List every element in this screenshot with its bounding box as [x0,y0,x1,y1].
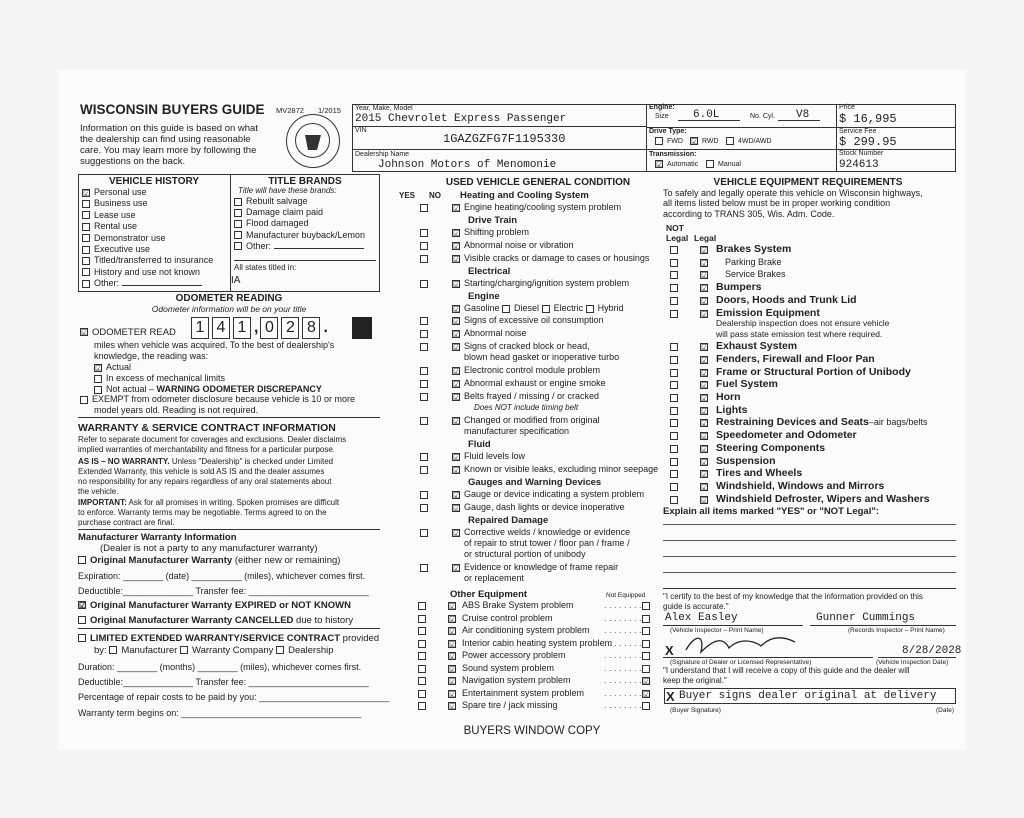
brand-item: Damage claim paid [246,207,324,218]
legal-checkbox[interactable]: ☑ [701,355,709,365]
history-checkbox[interactable] [82,234,90,242]
brand-checkbox[interactable] [234,220,242,228]
requirements-intro: To safely and legally operate this vehicle on Wisconsin highways, all items listed below must be in proper working condition according to TRANS 305, Wis. Adm. Code. [663,188,923,219]
not-equipped-checkbox[interactable] [642,702,650,710]
history-item: Executive use [94,244,151,255]
odometer-digit: 4 [212,317,230,339]
condition-checkbox[interactable]: ☑ [453,491,461,500]
condition-checkbox[interactable]: ☑ [453,466,461,475]
no-checkbox[interactable]: ☑ [449,639,457,649]
odo-actual: Actual [106,362,132,372]
form-date: 1/2015 [318,106,341,115]
condition-checkbox[interactable] [420,229,428,237]
no-checkbox[interactable]: ☑ [449,702,457,711]
legal-checkbox[interactable]: ☑ [701,343,709,353]
history-item: Personal use [94,187,147,197]
drive-label: Drive Type: [649,128,687,135]
odometer-sub: Odometer information will be on your title [151,304,307,314]
not-equipped-header: Not Equipped [606,592,646,599]
odo-exempt-2: model years old. Reading is not required. [94,405,259,415]
legal-checkbox[interactable]: ☑ [701,309,709,319]
notlegal-header: NOT Legal [666,223,689,243]
vin-label: VIN [355,127,367,134]
sig-label: (Signature of Dealer or Licensed Representative) [670,659,812,666]
condition-checkbox[interactable] [420,380,428,388]
notlegal-checkbox[interactable] [670,432,678,440]
price-label: Price [839,104,855,111]
notlegal-checkbox[interactable] [670,419,678,427]
condition-checkbox[interactable]: ☑ [453,229,461,238]
history-checkbox[interactable] [82,211,90,219]
states-value: IA [231,275,241,286]
brands-sub: Title will have these brands: [238,186,337,195]
size-label: Size [655,113,669,120]
condition-checkbox[interactable] [420,393,428,401]
buyer-signature-note: Buyer signs dealer original at delivery [679,690,937,702]
not-equipped-checkbox[interactable] [642,652,650,660]
form-title: WISCONSIN BUYERS GUIDE [80,102,265,117]
condition-checkbox[interactable] [420,491,428,499]
history-item: Other: [94,278,120,289]
brand-checkbox[interactable] [234,198,242,206]
states-label: All states titled in: [234,263,297,272]
odo-exempt-1: EXEMPT from odometer disclosure because vehicle is 10 or more [92,394,355,404]
fee-label: Service Fee [839,128,877,135]
trans-label: Transmission: [649,151,697,158]
legal-checkbox[interactable]: ☑ [701,495,709,505]
history-checkbox[interactable] [82,223,90,231]
legal-checkbox[interactable]: ☑ [701,470,709,480]
condition-checkbox[interactable] [420,343,428,351]
inspection-date: 8/28/2028 [902,645,962,657]
brand-item: Other: [246,240,272,251]
mfr-sub: (Dealer is not a party to any manufacturer warranty) [100,543,318,554]
history-checkbox[interactable] [82,200,90,208]
condition-checkbox[interactable] [420,330,428,338]
no-header: NO [429,191,441,200]
explain-label: Explain all items marked "YES" or "NOT Legal": [663,506,879,517]
condition-checkbox[interactable] [420,317,428,325]
info-text [80,123,258,167]
brand-item: Manufacturer buyback/Lemon [246,229,366,240]
info-line: Information on this guide is based on what [80,123,258,134]
inspector-name: Alex Easley [665,612,738,624]
history-checkbox[interactable] [82,280,90,288]
yes-checkbox[interactable] [418,690,426,698]
legal-checkbox[interactable]: ☑ [701,419,709,429]
condition-section-heading: Engine [468,291,500,302]
info-line: suggestions on the back. [80,156,186,167]
odometer-digit: 1 [233,317,251,339]
legal-checkbox[interactable]: ☑ [701,482,709,492]
odometer-separator: , [254,319,259,336]
dealer-label: Dealership Name [355,151,410,158]
condition-checkbox[interactable] [420,242,428,250]
form-id: MV2872 [276,106,304,115]
condition-checkbox[interactable]: ☑ [453,317,461,326]
certify-text: "I certify to the best of my knowledge that the information provided on this guide is accurate." [663,592,923,611]
odometer-blackout [352,317,372,339]
condition-checkbox[interactable]: ☑ [453,453,461,462]
notlegal-checkbox[interactable] [670,369,678,377]
notlegal-checkbox[interactable] [670,310,678,318]
expired-label: Original Manufacturer Warranty EXPIRED or NOT KNOWN [90,600,351,611]
odometer-title: ODOMETER READING [175,293,283,304]
info-line: care. You may learn more by following the [80,145,257,156]
legal-checkbox[interactable]: ☑ [701,432,709,442]
condition-checkbox[interactable] [420,255,428,263]
condition-section-heading: Electrical [468,266,511,277]
buyer-x-mark: X [666,689,675,704]
ymm-label: Year, Make, Model [355,105,413,112]
buyer-label: (Buyer Signature) [670,707,721,714]
history-item: Lease use [94,209,136,220]
odo-notactual: Not actual – [106,384,157,394]
odo-warn: WARNING ODOMETER DISCREPANCY [156,384,322,394]
condition-checkbox[interactable] [420,417,428,425]
legal-checkbox[interactable]: ☑ [701,457,709,467]
history-item: Business use [94,198,148,209]
yes-checkbox[interactable] [418,640,426,648]
notlegal-checkbox[interactable] [670,483,678,491]
legal-checkbox[interactable]: ☑ [701,296,709,306]
date-label: (Vehicle Inspection Date) [876,659,949,666]
price-value: 16,995 [853,112,897,126]
yes-checkbox[interactable] [418,677,426,685]
odometer-digits [191,317,330,339]
no-checkbox[interactable]: ☑ [449,677,457,686]
fee-value: $ 299.95 [839,135,897,149]
brands-list [234,196,365,252]
condition-checkbox[interactable] [420,466,428,474]
no-checkbox[interactable]: ☑ [449,652,457,661]
legal-checkbox[interactable]: ☑ [701,394,709,403]
buyers-guide-form: WISCONSIN BUYERS GUIDE MV2872 1/2015 Information on this guide is based on what the dealership can find using reasonable care. You may learn more by following the suggestions on the back. Year, Make, Model 2015 Chevrolet Express Passenger VIN 1GAZGZFG7F1195330 Dealership Name Johnson Motors of Menomonie Engine: Size 6.0L No. Cyl. V8 Drive Type: FWD ☑ RWD 4WD/AWD Transmission: ☑ Automatic Manual Price $ 16,995 Service Fee $ 299.95 Stock Number 924613 VEHICLE HISTORY ☑ Personal use Business use Lease use Rental use Demonstrator use Executive use Titled/transferred to insurance History and use not known Other: TITLE BRANDS Title will have these brands: Rebuilt salvage Damage claim paid Flood damaged Manufacturer buyback/Lemon Other: All states titled in: IA ODOMETER READING Odometer information will be on your title ☑ ODOMETER READ 1 4 1 , 0 2 8 . miles when vehicle was acquired. To the best of dealership's knowledge, the reading was: ☑ Actual In excess of mechanical limits Not actual – WARNING ODOMETER DISCREPANCY EXEMPT from odometer disclosure because vehicle is 10 or more model years old. Reading is not required. WARRANTY & SERVICE CONTRACT INFORMATION Refer to separate document for coverages and exclusions. Dealer disclaims implied warranties of merchantability and fitness for a particular purpose. AS IS – NO WARRANTY. Unless "Dealership" is checked under Limited Extended Warranty, this vehicle is sold AS IS and the dealer assumes no responsibility for any repairs regardless of any oral statements about the vehicle. IMPORTANT: Ask for all promises in writing. Spoken promises are difficult to enforce. Warranty terms may be negotiable. Terms agreed to on the purchase contract are final. Manufacturer Warranty Information (Dealer is not a party to any manufacturer warranty) Original Manufacturer Warranty (either new or remaining) Expiration: ________ (date) __________ (miles), whichever comes first. Deductible:______________ Transfer fee: ________________________ ☑ Original Manufacturer Warranty EXPIRED or NOT KNOWN Original Manufacturer Warranty CANCELLED due to history LIMITED EXTENDED WARRANTY/SERVICE CONTRACT provided by: Manufacturer Warranty Company Dealership Duration: ________ (months) ________ (miles), whichever comes first. Deductible:______________ Transfer fee: ________________________ Percentage of repair costs to be paid by you: __________________________ Warranty term begins on: ____________________________________ USED VEHICLE GENERAL CONDITION YES NO Heating and Cooling System ☑ Engine heating/cooling system problem Drive Train ☑ Shifting problem ☑ Abnormal noise or vibration ☑ Visible cracks or damage to cases or housings Electrical ☑ Starting/charging/ignition system problem Engine ☑ Gasoline Diesel Electric Hybrid ☑ Signs of excessive oil consumption ☑ Abnormal noise ☑ Signs of cracked block or head, blown head gasket or inoperative turbo ☑ Electronic control module problem ☑ Abnormal exhaust or engine smoke ☑ Belts frayed / missing / or cracked Does NOT include timing belt ☑ Changed or modified from original manufacturer specification Fluid ☑ Fluid levels low ☑ Known or visible leaks, excluding minor seepage Gauges and Warning Devices ☑ Gauge or device indicating a system problem ☑ Gauge, dash lights or device inoperative Repaired Damage ☑ Corrective welds / knowledge or evidence of repair to strut tower / floor pan / frame / or structural portion of unibody ☑ Evidence or knowledge of frame repair or replacement Other Equipment Not Equipped ☑ ABS Brake System problem . . . . . . . . ☑ Cruise control problem . . . . . . . . ☑ Air conditioning system problem . . . . . . . . ☑ Interior cabin heating system problem . . . . . . . . ☑ Power accessory problem . . . . . . . . ☑ Sound system problem . . . . . . . . ☑ Navigation system problem . . . . . . . . ☑ ☑ Entertainment system problem . . . . . . . . ☑ ☑ Spare tire / jack missing . . . . . . . . VEHICLE EQUIPMENT REQUIREMENTS To safely and legally operate this vehicle on Wisconsin highways, all items listed below must be in proper working condition according to TRANS 305, Wis. Adm. Code. NOT Legal Legal ☑ Brakes System ☑ Parking Brake ☑ Service Brakes ☑ Bumpers ☑ Doors, Hoods and Trunk Lid ☑ Emission Equipment Dealership inspection does not ensure vehicle will pass state emission test where required. ☑ Exhaust System ☑ Fenders, Firewall and Floor Pan ☑ Frame or Structural Portion of Unibody ☑ Fuel System ☑ Horn ☑ Lights ☑ Restraining Devices and Seats–air bags/belts ☑ Speedometer and Odometer ☑ Steering Components ☑ Suspension ☑ Tires and Wheels ☑ Windshield, Windows and Mirrors ☑ Windshield Defroster, Wipers and Washers Explain all items marked "YES" or "NOT Legal": "I certify to the best of my knowledge that the information provided on this guide is accurate." Alex Easley Gunner Cummings (Vehicle Inspector – Print Name) (Records Inspector – Print Name) X 8/28/2028 (Signature of Dealer or Licensed Representative) (Vehicle Inspection Date) "I understand that I will receive a copy of this guide and the dealer will keep the original." X Buyer signs dealer original at delivery (Buyer Signature) (Date) BUYERS WINDOW COPY [58,70,966,750]
notlegal-checkbox[interactable] [670,356,678,364]
notlegal-checkbox[interactable] [670,343,678,351]
fuel-type-row: ☑ Gasoline Diesel Electric Hybrid [453,303,624,314]
history-checkbox[interactable] [82,257,90,265]
buyer-date-label: (Date) [936,707,955,714]
brand-checkbox[interactable] [234,209,242,217]
warranty-disclaimer: Refer to separate document for coverages and exclusions. Dealer disclaims implied warranties of merchantability and fitness for a particular purpose. [78,435,347,454]
manual-label: Manual [718,160,741,168]
condition-checkbox[interactable]: ☑ [453,529,461,538]
condition-checkbox[interactable] [420,204,428,212]
condition-checkbox[interactable]: ☑ [453,564,461,573]
wisdot-seal-icon [286,114,340,168]
not-equipped-checkbox[interactable]: ☑ [643,677,651,686]
limited-label: LIMITED EXTENDED WARRANTY/SERVICE CONTRACT [90,633,341,644]
notlegal-checkbox[interactable] [670,271,678,279]
odometer-text: miles when vehicle was acquired. To the best of dealership's knowledge, the reading was: [94,340,335,361]
size-value: 6.0L [693,109,720,121]
fwd-label: FWD [667,137,683,145]
no-checkbox[interactable]: ☑ [449,627,457,636]
condition-checkbox[interactable]: ☑ [453,280,461,289]
condition-checkbox[interactable]: ☑ [453,367,461,376]
brand-item: Rebuilt salvage [246,196,308,206]
no-checkbox[interactable]: ☑ [449,602,457,611]
no-checkbox[interactable]: ☑ [449,689,457,699]
cyl-label: No. Cyl. [750,113,775,120]
odometer-read-label: ODOMETER READ [92,327,176,338]
odometer-digit: 1 [191,317,209,339]
condition-section-heading: Heating and Cooling System [460,190,589,201]
condition-checkbox[interactable] [420,453,428,461]
yes-checkbox[interactable] [418,702,426,710]
condition-checkbox[interactable] [420,529,428,537]
condition-checkbox[interactable]: ☑ [453,343,461,352]
history-checkbox[interactable]: ☑ [83,188,91,198]
odometer-digit: 0 [260,317,278,339]
odometer-digit: 2 [281,317,299,339]
not-equipped-checkbox[interactable]: ☑ [643,689,651,699]
brand-checkbox[interactable] [234,231,242,239]
notlegal-checkbox[interactable] [670,445,678,453]
condition-checkbox[interactable]: ☑ [453,330,461,339]
ymm-value: 2015 Chevrolet Express Passenger [355,113,567,125]
requirements-title: VEHICLE EQUIPMENT REQUIREMENTS [713,177,903,188]
inspector-label: (Vehicle Inspector – Print Name) [670,627,764,634]
legal-checkbox[interactable]: ☑ [701,368,709,378]
no-checkbox[interactable]: ☑ [449,664,457,674]
stock-label: Stock Number [839,150,884,157]
rwd-label: RWD [702,137,719,145]
not-equipped-checkbox[interactable] [642,602,650,610]
odometer-digit: 8 [302,317,320,339]
other-equip-title: Other Equipment [450,589,528,600]
history-item: History and use not known [94,266,201,277]
condition-checkbox[interactable] [420,564,428,572]
legal-checkbox[interactable]: ☑ [701,406,709,416]
orig-warranty: Original Manufacturer Warranty [90,555,233,566]
no-checkbox[interactable]: ☑ [449,614,457,624]
dealer-signature-icon [683,630,798,658]
history-item: Rental use [94,221,138,232]
yes-checkbox[interactable] [418,627,426,635]
history-checkbox[interactable] [82,268,90,276]
history-item: Demonstrator use [94,232,166,243]
not-equipped-checkbox[interactable] [642,615,650,623]
notlegal-checkbox[interactable] [670,284,678,292]
brands-title: TITLE BRANDS [268,176,342,187]
legal-checkbox[interactable]: ☑ [701,258,709,268]
notlegal-checkbox[interactable] [670,246,678,254]
legal-header: Legal [694,233,717,243]
warranty-important: IMPORTANT: Ask for all promises in writing. Spoken promises are difficult to enforce. Warranty terms may be negotiable. Terms agreed to on the purchase contract are final. [78,498,340,527]
legal-checkbox[interactable]: ☑ [701,246,709,255]
condition-checkbox[interactable]: ☑ [453,204,461,213]
notlegal-checkbox[interactable] [670,458,678,466]
condition-checkbox[interactable]: ☑ [453,255,461,264]
legal-checkbox[interactable]: ☑ [701,444,709,454]
warranty-title: WARRANTY & SERVICE CONTRACT INFORMATION [78,422,336,434]
yes-checkbox[interactable] [418,615,426,623]
engine-label: Engine: [649,104,675,111]
history-checkbox[interactable] [82,246,90,254]
yes-checkbox[interactable] [418,602,426,610]
history-item: Titled/transferred to insurance [94,255,214,266]
condition-section-heading: Drive Train [468,215,518,226]
odo-excess: In excess of mechanical limits [106,373,226,383]
auto-label: Automatic [667,160,699,168]
yes-checkbox[interactable] [418,665,426,673]
condition-section-heading: Gauges and Warning Devices [468,477,602,488]
history-list [82,187,213,290]
notlegal-checkbox[interactable] [670,407,678,415]
notlegal-checkbox[interactable] [670,470,678,478]
condition-checkbox[interactable]: ☑ [453,504,461,513]
not-equipped-checkbox[interactable] [642,640,650,648]
history-title: VEHICLE HISTORY [108,176,199,187]
cancelled-label: Original Manufacturer Warranty CANCELLED [90,615,294,626]
warranty-asis: AS IS – NO WARRANTY. Unless "Dealership" is checked under Limited Extended Warranty, this vehicle is sold AS IS and the dealer assumes no responsibility for any repairs regardless of any oral statements about the vehicle. [78,457,334,496]
records-label: (Records Inspector – Print Name) [848,627,945,634]
condition-section-heading: Repaired Damage [468,515,549,526]
not-equipped-checkbox[interactable] [642,627,650,635]
dollar-sign: $ [839,112,847,126]
yes-header: YES [399,191,416,200]
brand-item: Flood damaged [246,218,309,229]
records-name: Gunner Cummings [816,612,916,624]
condition-checkbox[interactable]: ☑ [453,417,461,426]
notlegal-checkbox[interactable] [670,381,678,389]
cyl-value: V8 [796,109,810,121]
understand-text: "I understand that I will receive a copy of this guide and the dealer will keep the original." [663,666,910,685]
requirement-note: Dealership inspection does not ensure vehicle [716,318,890,329]
requirement-note: will pass state emission test where required. [716,328,883,339]
not-equipped-checkbox[interactable] [642,665,650,673]
yes-checkbox[interactable] [418,652,426,660]
legal-checkbox[interactable]: ☑ [701,381,709,391]
legal-checkbox[interactable]: ☑ [701,271,709,281]
notlegal-checkbox[interactable] [670,259,678,267]
notlegal-checkbox[interactable] [670,496,678,504]
stock-value: 924613 [839,159,879,171]
odometer-separator: . [323,319,328,336]
condition-checkbox[interactable] [420,367,428,375]
condition-section-heading: Fluid [468,439,491,450]
condition-checkbox[interactable]: ☑ [453,242,461,251]
condition-title: USED VEHICLE GENERAL CONDITION [445,177,631,188]
footer-title: BUYERS WINDOW COPY [463,725,601,737]
awd-label: 4WD/AWD [738,137,772,145]
legal-checkbox[interactable]: ☑ [701,284,709,294]
vin-value: 1GAZGZFG7F1195330 [443,132,566,146]
info-line: the dealership can find using reasonable [80,134,251,145]
condition-checkbox[interactable] [420,280,428,288]
notlegal-checkbox[interactable] [670,394,678,402]
dealer-x-mark: X [665,643,674,658]
condition-checkbox[interactable]: ☑ [453,380,461,389]
expiration-label: Expiration: [78,571,121,581]
condition-checkbox[interactable]: ☑ [453,393,461,402]
condition-checkbox[interactable] [420,504,428,512]
notlegal-checkbox[interactable] [670,297,678,305]
brand-checkbox[interactable] [234,242,242,250]
mfr-title: Manufacturer Warranty Information [78,532,237,543]
dealer-value: Johnson Motors of Menomonie [378,159,557,171]
